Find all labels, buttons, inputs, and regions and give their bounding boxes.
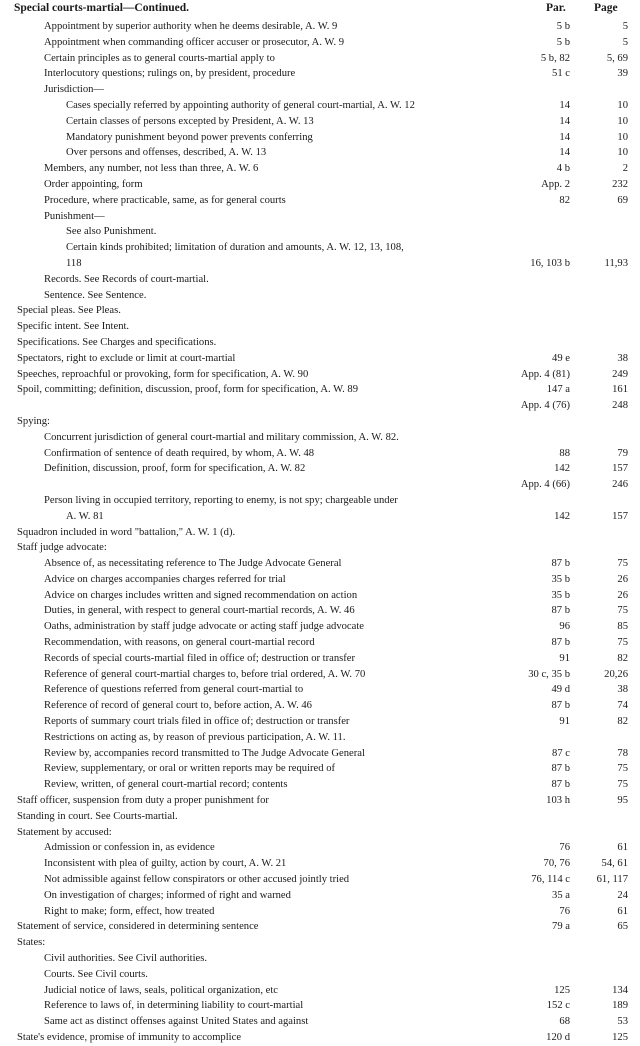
entry-paragraph: 5 b	[556, 36, 570, 48]
index-entry	[0, 209, 640, 225]
index-entry	[0, 540, 640, 556]
entry-text: Special pleas. See Pleas.	[17, 305, 121, 317]
entry-page: 157	[612, 510, 628, 522]
index-entry	[0, 461, 640, 477]
entry-text: Over persons and offenses, described, A. W. 13	[66, 147, 267, 159]
entry-text: Review, written, of general court-martial record; contents	[44, 779, 288, 791]
entry-text: Punishment—	[44, 210, 105, 222]
entry-paragraph: 96	[559, 621, 570, 633]
index-entry	[0, 919, 640, 935]
index-entry	[0, 746, 640, 762]
entry-page: 82	[617, 652, 628, 664]
entry-page: 24	[617, 889, 628, 901]
index-entry	[0, 856, 640, 872]
entry-text: On investigation of charges; informed of right and warned	[44, 889, 291, 901]
index-entry	[0, 240, 640, 272]
index-entry	[0, 872, 640, 888]
entry-text: Review, supplementary, or oral or written reports may be required of	[44, 763, 336, 775]
index-entries	[0, 19, 640, 1046]
index-entry	[0, 493, 640, 525]
entry-page: 95	[617, 795, 628, 807]
entry-page: 82	[617, 716, 628, 728]
entry-paragraph: App. 4 (66)	[520, 479, 570, 491]
entry-text: Staff judge advocate:	[17, 542, 107, 554]
entry-text-continued: 118	[66, 257, 82, 269]
entry-text: Members, any number, not less than three, A. W. 6	[44, 163, 259, 175]
entry-page: 61, 117	[596, 874, 628, 886]
entry-page: 38	[617, 352, 628, 364]
entry-text: See also Punishment.	[66, 226, 157, 238]
entry-text: Certain principles as to general courts-martial apply to	[44, 52, 275, 64]
entry-text: Records. See Records of court-martial.	[44, 273, 209, 285]
entry-paragraph: 87 b	[551, 605, 570, 617]
entry-paragraph: 76, 114 c	[531, 874, 570, 886]
entry-page: 85	[617, 621, 628, 633]
index-entry	[0, 761, 640, 777]
entry-paragraph: 91	[559, 652, 570, 664]
entry-page: 78	[617, 747, 628, 759]
entry-paragraph: App. 4 (81)	[520, 368, 570, 380]
entry-paragraph: 76	[559, 842, 570, 854]
index-entry	[0, 998, 640, 1014]
entry-text: Right to make; form, effect, how treated	[44, 905, 215, 917]
index-entry	[0, 667, 640, 683]
index-entry	[0, 272, 640, 288]
index-entry	[0, 335, 640, 351]
entry-page: 20,26	[604, 668, 628, 680]
entry-paragraph: 142	[554, 463, 570, 475]
entry-page: 161	[612, 384, 628, 396]
entry-text: Squadron included in word "battalion," A. W. 1 (d).	[17, 526, 236, 538]
entry-page: 74	[617, 700, 628, 712]
entry-text: Appointment by superior authority when he deems desirable, A. W. 9	[44, 21, 338, 32]
index-entry	[0, 825, 640, 841]
entry-page: 61	[617, 905, 628, 917]
index-entry	[0, 319, 640, 335]
entry-page: 26	[617, 589, 628, 601]
index-entry	[0, 525, 640, 541]
entry-text: Statement by accused:	[17, 826, 112, 838]
entry-page: 10	[617, 147, 628, 159]
index-entry	[0, 477, 640, 493]
entry-paragraph: App. 4 (76)	[520, 400, 570, 412]
entry-paragraph: 4 b	[556, 163, 570, 175]
entry-paragraph: 82	[559, 194, 570, 206]
entry-page: 5	[622, 36, 628, 48]
entry-page: 246	[612, 479, 628, 491]
entry-paragraph: 76	[559, 905, 570, 917]
entry-text: Concurrent jurisdiction of general court-martial and military commission, A. W. 82.	[44, 431, 399, 443]
entry-text: Definition, discussion, proof, form for specification, A. W. 82	[44, 463, 306, 475]
entry-page: 189	[612, 1000, 628, 1012]
entry-text: Reference of questions referred from general court-martial to	[44, 684, 304, 696]
entry-text: Courts. See Civil courts.	[44, 968, 148, 980]
entry-text: Judicial notice of laws, seals, political organization, etc	[44, 984, 278, 996]
entry-page: 39	[617, 68, 628, 80]
entry-text: Specifications. See Charges and specifications.	[17, 336, 217, 348]
index-entry	[0, 888, 640, 904]
entry-text: Specific intent. See Intent.	[17, 321, 130, 333]
index-entry	[0, 430, 640, 446]
index-entry	[0, 635, 640, 651]
entry-page: 69	[617, 194, 628, 206]
index-entry	[0, 51, 640, 67]
index-entry	[0, 967, 640, 983]
index-entry	[0, 983, 640, 999]
index-entry	[0, 351, 640, 367]
entry-paragraph: 142	[554, 510, 570, 522]
entry-text: Jurisdiction—	[44, 84, 105, 96]
entry-text: Inconsistent with plea of guilty, action by court, A. W. 21	[44, 858, 287, 870]
index-entry	[0, 730, 640, 746]
entry-paragraph: 70, 76	[543, 858, 570, 870]
entry-text: Admission or confession in, as evidence	[44, 842, 215, 854]
entry-text: Oaths, administration by staff judge advocate or acting staff judge advocate	[44, 621, 364, 633]
index-entry	[0, 714, 640, 730]
index-entry	[0, 682, 640, 698]
entry-page: 75	[617, 779, 628, 791]
entry-paragraph: 14	[559, 99, 570, 111]
index-entry	[0, 1014, 640, 1030]
entry-page: 61	[617, 842, 628, 854]
entry-text: Confirmation of sentence of death required, by whom, A. W. 48	[44, 447, 315, 459]
index-entry	[0, 793, 640, 809]
index-entry	[0, 572, 640, 588]
entry-paragraph: 30 c, 35 b	[528, 668, 570, 680]
entry-text: Speeches, reproachful or provoking, form for specification, A. W. 90	[17, 368, 309, 380]
entry-text: Mandatory punishment beyond power prevents conferring	[66, 131, 313, 143]
entry-paragraph: 125	[554, 984, 570, 996]
index-entry	[0, 130, 640, 146]
entry-paragraph: 87 b	[551, 700, 570, 712]
entry-text-continued: A. W. 81	[66, 510, 104, 522]
entry-paragraph: 14	[559, 131, 570, 143]
entry-text: Spying:	[17, 415, 50, 427]
entry-text: Recommendation, with reasons, on general court-martial record	[44, 637, 315, 649]
index-entry	[0, 951, 640, 967]
entry-paragraph: 147 a	[546, 384, 570, 396]
index-entry	[0, 619, 640, 635]
page-column-header: Page	[594, 2, 618, 14]
entry-text: Civil authorities. See Civil authorities.	[44, 953, 208, 965]
entry-page: 10	[617, 131, 628, 143]
entry-page: 11,93	[604, 257, 628, 269]
entry-text: Absence of, as necessitating reference to The Judge Advocate General	[44, 558, 342, 570]
entry-paragraph: 16, 103 b	[530, 257, 570, 269]
entry-text: Reference to laws of, in determining liability to court-martial	[44, 1000, 304, 1012]
entry-paragraph: 87 c	[552, 747, 570, 759]
index-entry	[0, 145, 640, 161]
entry-page: 232	[612, 178, 628, 190]
entry-paragraph: 14	[559, 147, 570, 159]
entry-paragraph: 87 b	[551, 637, 570, 649]
entry-page: 54, 61	[601, 858, 628, 870]
index-entry	[0, 367, 640, 383]
entry-page: 10	[617, 115, 628, 127]
entry-page: 5, 69	[606, 52, 628, 64]
section-title: Special courts-martial—Continued.	[14, 2, 190, 14]
index-entry	[0, 193, 640, 209]
entry-paragraph: 35 b	[551, 573, 570, 585]
entry-page: 125	[612, 1032, 628, 1043]
index-entry	[0, 414, 640, 430]
entry-page: 5	[622, 21, 628, 32]
entry-paragraph: 87 b	[551, 763, 570, 775]
entry-page: 157	[612, 463, 628, 475]
entry-page: 134	[612, 984, 628, 996]
index-entry	[0, 114, 640, 130]
entry-text: Procedure, where practicable, same, as for general courts	[44, 194, 286, 206]
entry-text: Reference of general court-martial charges to, before trial ordered, A. W. 70	[44, 668, 366, 680]
entry-page: 2	[622, 163, 628, 175]
index-entry	[0, 19, 640, 35]
entry-text: States:	[17, 937, 46, 949]
entry-paragraph: 5 b, 82	[540, 52, 570, 64]
entry-text: Advice on charges includes written and signed recommendation on action	[44, 589, 358, 601]
entry-text: Records of special courts-martial filed in office of; destruction or transfer	[44, 652, 356, 664]
index-entry	[0, 66, 640, 82]
entry-paragraph: 120 d	[546, 1032, 570, 1043]
entry-page: 79	[617, 447, 628, 459]
entry-text: Person living in occupied territory, reporting to enemy, is not spy; chargeable under	[44, 494, 398, 506]
index-entry	[0, 935, 640, 951]
entry-paragraph: 87 b	[551, 558, 570, 570]
entry-text: Same act as distinct offenses against United States and against	[44, 1016, 309, 1028]
entry-page: 26	[617, 573, 628, 585]
entry-page: 75	[617, 637, 628, 649]
entry-text: Spectators, right to exclude or limit at court-martial	[17, 352, 236, 364]
entry-text: Staff officer, suspension from duty a proper punishment for	[17, 795, 269, 807]
index-entry	[0, 382, 640, 398]
entry-paragraph: 14	[559, 115, 570, 127]
entry-text: Cases specially referred by appointing authority of general court-martial, A. W. 12	[66, 99, 415, 111]
index-entry	[0, 98, 640, 114]
entry-page: 249	[612, 368, 628, 380]
entry-page: 75	[617, 605, 628, 617]
index-entry	[0, 177, 640, 193]
entry-text: Not admissible against fellow conspirators or other accused jointly tried	[44, 874, 350, 886]
entry-paragraph: 88	[559, 447, 570, 459]
entry-text: Restrictions on acting as, by reason of previous participation, A. W. 11.	[44, 731, 346, 743]
entry-page: 10	[617, 99, 628, 111]
entry-text: Spoil, committing; definition, discussion, proof, form for specification, A. W. 89	[17, 384, 359, 396]
index-entry	[0, 303, 640, 319]
index-entry	[0, 161, 640, 177]
entry-text: Advice on charges accompanies charges referred for trial	[44, 573, 286, 585]
index-entry	[0, 1030, 640, 1046]
index-entry	[0, 698, 640, 714]
entry-page: 248	[612, 400, 628, 412]
entry-page: 65	[617, 921, 628, 933]
page-header	[0, 2, 640, 18]
entry-text: Certain classes of persons excepted by President, A. W. 13	[66, 115, 314, 127]
index-entry	[0, 588, 640, 604]
entry-paragraph: 152 c	[546, 1000, 570, 1012]
index-entry	[0, 809, 640, 825]
index-entry	[0, 840, 640, 856]
entry-text: Reference of record of general court to, before action, A. W. 46	[44, 700, 312, 712]
entry-text: Reports of summary court trials filed in office of; destruction or transfer	[44, 716, 350, 728]
entry-text: Review by, accompanies record transmitted to The Judge Advocate General	[44, 747, 365, 759]
entry-paragraph: 68	[559, 1016, 570, 1028]
index-entry	[0, 603, 640, 619]
entry-paragraph: 103 h	[546, 795, 570, 807]
entry-page: 75	[617, 558, 628, 570]
index-entry	[0, 651, 640, 667]
entry-paragraph: 79 a	[552, 921, 570, 933]
entry-text: Sentence. See Sentence.	[44, 289, 147, 301]
entry-page: 53	[617, 1016, 628, 1028]
entry-paragraph: 49 e	[552, 352, 570, 364]
par-column-header: Par.	[546, 2, 566, 14]
entry-paragraph: App. 2	[541, 178, 570, 190]
entry-text: Statement of service, considered in determining sentence	[17, 921, 259, 933]
entry-text: State's evidence, promise of immunity to accomplice	[17, 1032, 242, 1043]
index-entry	[0, 82, 640, 98]
index-entry	[0, 398, 640, 414]
index-entry	[0, 904, 640, 920]
entry-paragraph: 5 b	[556, 21, 570, 32]
entry-paragraph: 51 c	[552, 68, 570, 80]
entry-paragraph: 87 b	[551, 779, 570, 791]
entry-paragraph: 91	[559, 716, 570, 728]
entry-paragraph: 35 b	[551, 589, 570, 601]
index-entry	[0, 35, 640, 51]
index-entry	[0, 446, 640, 462]
index-entry	[0, 224, 640, 240]
index-entry	[0, 288, 640, 304]
entry-text: Standing in court. See Courts-martial.	[17, 810, 178, 822]
entry-paragraph: 49 d	[551, 684, 570, 696]
entry-text: Appointment when commanding officer accuser or prosecutor, A. W. 9	[44, 36, 345, 48]
entry-text: Certain kinds prohibited; limitation of duration and amounts, A. W. 12, 13, 108,	[66, 242, 404, 254]
entry-text: Order appointing, form	[44, 178, 143, 190]
index-entry	[0, 777, 640, 793]
entry-text: Interlocutory questions; rulings on, by president, procedure	[44, 68, 296, 80]
entry-page: 75	[617, 763, 628, 775]
entry-page: 38	[617, 684, 628, 696]
entry-paragraph: 35 a	[552, 889, 570, 901]
index-entry	[0, 556, 640, 572]
entry-text: Duties, in general, with respect to general court-martial records, A. W. 46	[44, 605, 355, 617]
